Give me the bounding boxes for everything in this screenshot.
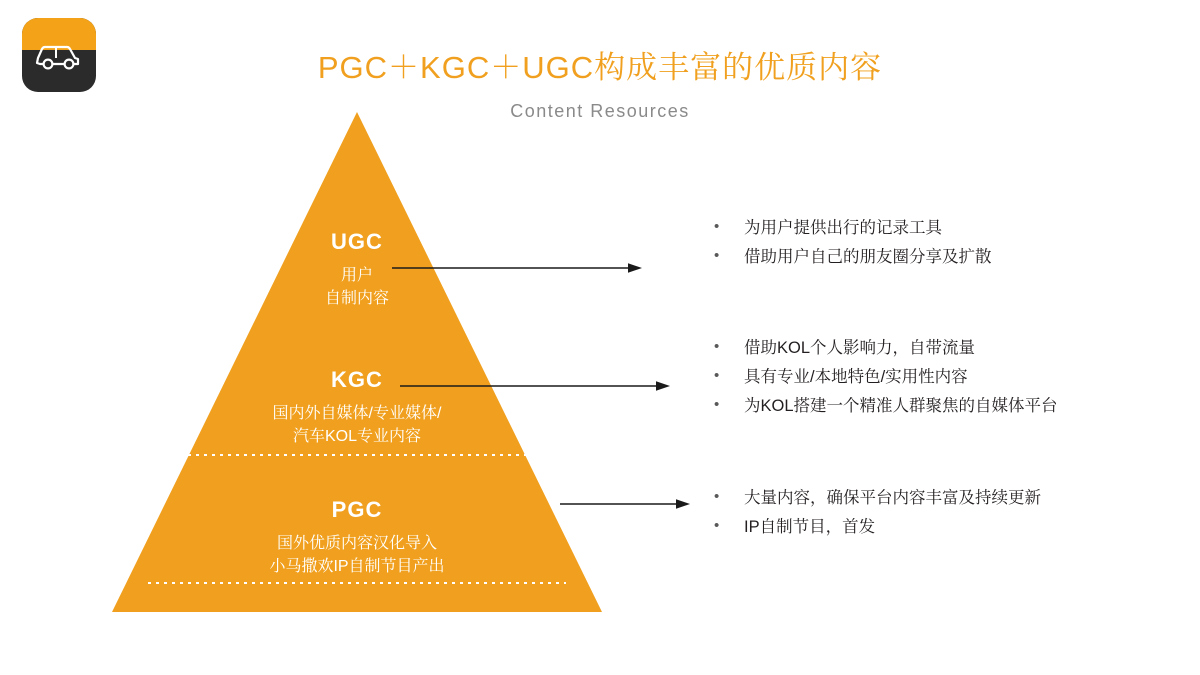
tier-pgc-name: PGC bbox=[331, 497, 383, 522]
list-item: • 为用户提供出行的记录工具 bbox=[700, 215, 1120, 241]
list-item: • 大量内容，确保平台内容丰富及持续更新 bbox=[700, 485, 1120, 511]
arrow-kgc-icon bbox=[400, 380, 670, 392]
tier-ugc-desc-line1: 用户 bbox=[340, 267, 373, 284]
arrow-ugc-icon bbox=[392, 262, 642, 274]
tier-ugc-name: UGC bbox=[331, 229, 383, 254]
arrow-pgc-icon bbox=[560, 498, 690, 510]
list-item: • 借助用户自己的朋友圈分享及扩散 bbox=[700, 244, 1120, 270]
list-item: • IP自制节目，首发 bbox=[700, 514, 1120, 540]
page-subtitle: Content Resources bbox=[510, 101, 690, 121]
content-pyramid bbox=[112, 112, 602, 622]
list-item: • 借助KOL个人影响力，自带流量 bbox=[700, 335, 1120, 361]
tier-kgc-desc-line1: 国内外自媒体/专业媒体/ bbox=[272, 405, 442, 422]
page-title: PGC＋KGC＋UGC构成丰富的优质内容 bbox=[317, 50, 883, 85]
tier-kgc-desc-line2: 汽车KOL专业内容 bbox=[292, 428, 422, 446]
tier-pgc-desc bbox=[112, 532, 602, 578]
tier-kgc-desc bbox=[112, 402, 602, 448]
bullets-pgc bbox=[700, 485, 1120, 543]
list-item: • 为KOL搭建一个精准人群聚焦的自媒体平台 bbox=[700, 393, 1120, 419]
bullets-ugc bbox=[700, 215, 1120, 273]
tier-pgc-desc-line2: 小马撒欢IP自制节目产出 bbox=[269, 558, 445, 576]
tier-ugc-desc-line2: 自制内容 bbox=[324, 290, 389, 308]
tier-pgc-desc-line1: 国外优质内容汉化导入 bbox=[276, 535, 437, 552]
bullets-kgc bbox=[700, 335, 1120, 422]
pyramid-tier-pgc bbox=[112, 497, 602, 578]
list-item: • 具有专业/本地特色/实用性内容 bbox=[700, 364, 1120, 390]
tier-kgc-name: KGC bbox=[331, 367, 383, 392]
